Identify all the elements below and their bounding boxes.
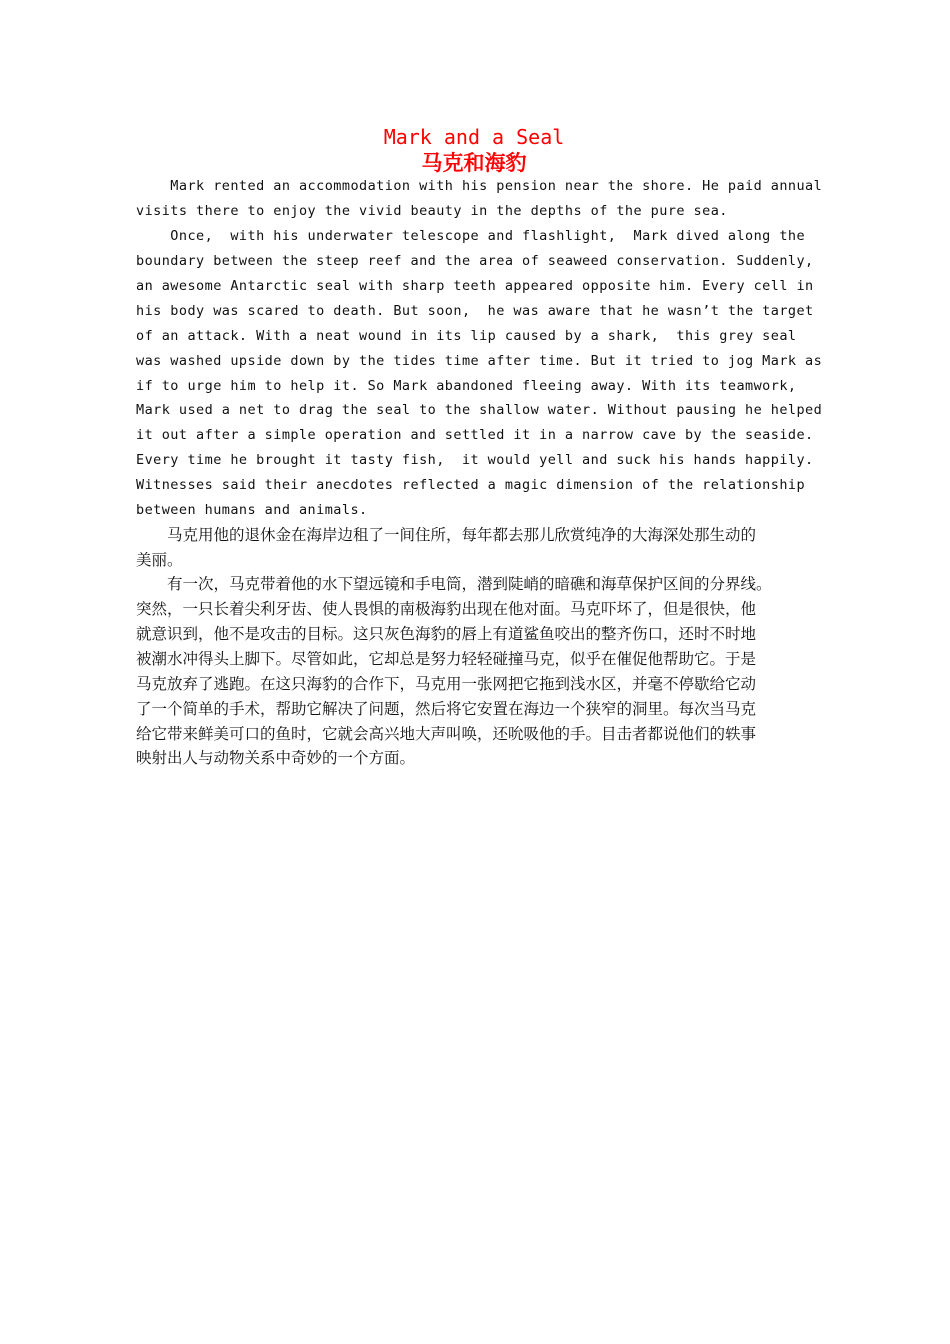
english-line: it out after a simple operation and settled it in a narrow cave by the seaside.: [136, 427, 814, 443]
english-line: between humans and animals.: [136, 502, 368, 518]
english-line: Once, with his underwater telescope and flashlight, Mark dived along the: [136, 228, 806, 244]
english-line: boundary between the steep reef and the area of seaweed conservation. Suddenly,: [136, 253, 814, 269]
chinese-line: 有一次，马克带着他的水下望远镜和手电筒，潜到陡峭的暗礁和海草保护区间的分界线。: [136, 575, 772, 593]
english-line: visits there to enjoy the vivid beauty in the depths of the pure sea.: [136, 203, 728, 219]
title-english: Mark and a Seal: [383, 125, 565, 149]
chinese-line: 突然，一只长着尖利牙齿、使人畏惧的南极海豹出现在他对面。马克吓坏了，但是很快，他: [136, 600, 757, 618]
chinese-line: 给它带来鲜美可口的鱼时，它就会高兴地大声叫唤，还吮吸他的手。目击者都说他们的轶事: [136, 725, 757, 743]
chinese-line: 马克用他的退休金在海岸边租了一间住所，每年都去那儿欣赏纯净的大海深处那生动的: [136, 526, 757, 544]
english-line: was washed upside down by the tides time after time. But it tried to jog Mark as: [136, 353, 823, 369]
english-line: Witnesses said their anecdotes reflected a magic dimension of the relationship: [136, 477, 806, 493]
english-line: Every time he brought it tasty fish, it would yell and suck his hands happily.: [136, 452, 814, 468]
chinese-line: 被潮水冲得头上脚下。尽管如此，它却总是努力轻轻碰撞马克，似乎在催促他帮助它。于是: [136, 650, 757, 668]
chinese-line: 就意识到，他不是攻击的目标。这只灰色海豹的唇上有道鲨鱼咬出的整齐伤口，还时不时地: [136, 625, 757, 643]
title-block: [136, 124, 812, 176]
english-line: an awesome Antarctic seal with sharp teeth appeared opposite him. Every cell in: [136, 278, 814, 294]
english-line: Mark used a net to drag the seal to the shallow water. Without pausing he helped: [136, 402, 823, 418]
chinese-line: 美丽。: [136, 551, 183, 569]
english-line: if to urge him to help it. So Mark abandoned fleeing away. With its teamwork,: [136, 378, 797, 394]
english-line: Mark rented an accommodation with his pension near the shore. He paid annual: [136, 178, 823, 194]
chinese-line: 映射出人与动物关系中奇妙的一个方面。: [136, 749, 416, 767]
chinese-line: 了一个简单的手术，帮助它解决了问题，然后将它安置在海边一个狭窄的洞里。每次当马克: [136, 700, 757, 718]
chinese-line: 马克放弃了逃跑。在这只海豹的合作下，马克用一张网把它拖到浅水区，并毫不停歇给它动: [136, 675, 757, 693]
english-line: his body was scared to death. But soon, he was aware that he wasn’t the target: [136, 303, 814, 319]
english-line: of an attack. With a neat wound in its lip caused by a shark, this grey seal: [136, 328, 797, 344]
title-chinese: 马克和海豹: [421, 151, 527, 175]
